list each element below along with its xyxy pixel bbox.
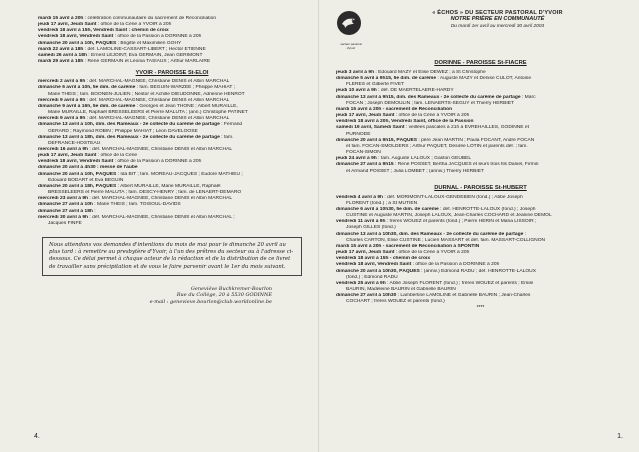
schedule-line: vendredi 4 avril à 9h : déf. MORIMONT-LALOUX-GENDEBIEN (fond.) ; Abbé Joseph [336, 194, 523, 200]
schedule-line: mardi 15 avril à 20h - sacrement de Réconciliation à SPONTIN [336, 243, 480, 249]
schedule-line: (fond.) ; Edmond RADU [346, 274, 398, 280]
schedule-line: dimanche 27 avril à 18h : [38, 208, 96, 214]
schedule-line: jeudi 17 avril, Jeudi Saint : office de la Cène à YVOIR à 20h [336, 250, 470, 256]
section-title-dorinne: DORINNE - PAROISSE St-FIACRE [434, 60, 527, 66]
section-title-durnal: DURNAL - PAROISSE St-HUBERT [434, 184, 527, 191]
schedule-line: dimanche 20 avril à 10h30, PÂQUES : (anniv.) Edmond RADU ; déf. HENROTTE-LALOUX [336, 268, 536, 274]
signature-address: Rue du Collège, 20 à 5530 GODINNE [176, 292, 272, 299]
dove-logo-icon [336, 10, 362, 36]
signature-name: Geneviève Buchkremer-Bourlon [190, 285, 272, 292]
schedule-line: dimanche 27 avril à 9h15 : René POSSET, Bertha JACQUES et leurs trois fils Daniel, Firmin [336, 162, 539, 168]
schedule-line: vendredi 18 avril, Vendredi Saint : office de la Passion à DORINNE à 20h [336, 262, 500, 268]
schedule-line: GERARD ; Raymond ROBIN ; Philippe MAHIAT ; Léon DAVELOOSE [48, 128, 198, 134]
intentions-note: Nous attendons vos demandes d'intentions du mois de mai pour le dimanche 20 avril au plus tard : à remettre au presbytère d'Yvoir, à l'un des prêtres du secteur ou à l'adresse ci-dessous. Ce délai permet à chaque acteur de la rédaction et de la distribution de ce livret de travailler sans précipitation et de vous le faire parvenir avant le 1er du mois suivant. [42, 237, 302, 276]
schedule-line: mercredi 30 avril à 9h : déf. MARCHAL-MAGNEE, Christiane DENIS et Albin MARCHAL ; [38, 214, 235, 220]
schedule-line: dimanche 6 avril à 10h30, 5e dim. de carême : déf. HENROTTE-LALOUX (fond.) ; Joseph [336, 206, 536, 212]
schedule-line: COCHART ; frères WOUEZ et parents (fond.) [346, 299, 445, 305]
schedule-line: dimanche 20 avril à 4h30 : messe de l'aube [38, 165, 138, 171]
schedule-line: mercredi 23 avril à 9h : déf. MARCHAL-MAGNEE, Christiane DENIS et Albin MARCHAL [38, 196, 233, 202]
logo-block [336, 10, 370, 50]
schedule-line: PURNODE [346, 131, 371, 137]
schedule-line: vendredi 18 avril, Vendredi Saint : office de la Passion à DORINNE à 20h [38, 159, 202, 165]
schedule-line: Joseph GILLES (fond.) [346, 225, 396, 231]
schedule-line: Charles CARTON, Elise CUSTINE ; Lucien MASSART et déf. fam. MASSART-COLLIGNON [346, 237, 546, 243]
schedule-line: dimanche 6 avril à 10h, 5e dim. de carême : fam. BEGUIN-WARZEE ; Philippe MAHIAT ; [38, 85, 235, 91]
dorinne-schedule [336, 70, 625, 175]
signature-email: e-mail : genevieve.bourlon@club.worldonline.be [149, 298, 272, 305]
left-page [0, 0, 318, 452]
schedule-line: samedi 26 avril à 18h : Ernest LEJOINT, Eva GERMAIN, Jean GERIMONT [38, 52, 203, 58]
schedule-line: jeudi 17 avril, Jeudi Saint : office de la Cène [38, 153, 138, 159]
schedule-line: FOCAN-SIMON [346, 150, 381, 156]
bulletin-title: « ÉCHOS » DU SECTEUR PASTORAL D'YVOIR [432, 10, 563, 16]
schedule-line: jeudi 17 avril, Jeudi Saint : office de la Cène à YVOIR à 20h [336, 113, 470, 119]
schedule-line: samedi 19 avril, Samedi Saint : veillées pascales à 21h à EVREHAILLES, GODINNE et [336, 125, 530, 131]
schedule-line: dimanche 13 avril à 10h30, dim. des Rameaux - 2e collecte du carême de partage : [336, 231, 527, 237]
intro-schedule [38, 16, 306, 65]
schedule-line: dimanche 9 avril à 16h, 5e dim. de carême : Georges et Jean THONE ; Albert MURAILLE, [38, 103, 238, 109]
schedule-line: jeudi 10 avril à 9h : déf. DE MAERTELAERE-HARDY [336, 88, 454, 94]
schedule-line: dimanche 20 avril à 10h, PÂQUES : Ida BIT ; fam. MOREAU-JACQUES ; Eudore MATHIEU ; [38, 171, 243, 177]
schedule-line: vendredi 18 avril à 15h, Vendredi Saint : chemin de croix [38, 28, 169, 34]
schedule-line: dimanche 27 avril à 10h : Marie THEIS ; fam. TOISOUL-DAVIDS [38, 202, 181, 208]
schedule-line: BAURIN, Madeleine BAURIN et Gabrielle BAURIN [346, 287, 456, 292]
right-page [320, 0, 639, 452]
schedule-line: mercredi 16 avril à 9h : déf. MARCHAL-MAGNEE, Christiane DENIS et Albin MARCHAL [38, 146, 233, 152]
schedule-line: dimanche 13 avril à 18h, dim. des Rameaux - 2e collecte du carême de partage : fam. [38, 134, 234, 140]
schedule-line: Edouard BODART et Eva BEGUIN [48, 177, 124, 183]
schedule-line: mercredi 9 avril à 9h : déf. MARCHAL-MAGNEE, Christiane DENIS et Albin MARCHAL [38, 97, 230, 103]
schedule-line: et fam. FOCAN-SMOLDERS ; Arthur PAQUET, Désirée LOTIN et parents déf. ; fam. [346, 143, 528, 149]
schedule-line: dimanche 20 avril à 18h, PÂQUES : Albert MURAILLE, Marie MURAILLE, Raphaël [38, 183, 221, 189]
signature-block [38, 286, 306, 305]
yvoir-schedule [38, 79, 306, 227]
page-number-left: 4. [34, 433, 40, 440]
section-end-stars: **** [476, 305, 485, 312]
schedule-line: jeudi 24 avril à 9h : fam. Auguste LALOUX ; Gaston GEUBEL [336, 156, 472, 162]
schedule-line: BRESSELEERS et Pierre MALUTA ; fam. DESCY-HENRY ; fam. de LENAERT-DEMARO [48, 190, 242, 196]
section-title-yvoir: YVOIR - PAROISSE St-ELOI [135, 70, 209, 77]
schedule-line: jeudi 3 avril à 9h : Edouard MAZY et Elise DEWEZ ; à St Christophe [336, 70, 486, 75]
schedule-line: CUSTINE et Auguste MARTIN, Joseph LALOUX, Jean-Charles COCHARD et Jeanine DEMOL [346, 213, 552, 219]
schedule-line: mercredi 2 avril à 9h : déf. MARCHAL-MAGNEE, Christiane DENIS et Albin MARCHAL [38, 79, 230, 85]
schedule-line: vendredi 18 avril, Vendredi Saint : office de la Passion à DORINNE à 20h [38, 34, 202, 40]
schedule-line: Jacques FINFE [48, 220, 82, 226]
bulletin-dates: Du mardi 1er avril au mercredi 30 avril 2003 [450, 24, 545, 29]
schedule-line: jeudi 17 avril, Jeudi Saint : office de la Cène à YVOIR à 20h [38, 22, 172, 28]
schedule-line: mardi 29 avril à 18h : René GERMAIN et Léonia TASIAUX ; Arthur MARLAIRE [38, 59, 211, 65]
schedule-line: Marie MURAILLE, Raphaël BRESSELEERS et Pierre MALUTA ; (ann.) Christophe PATINET [48, 110, 248, 116]
schedule-line: DEFRANCE-HOSTEAU [48, 140, 101, 146]
bulletin-header [336, 10, 625, 50]
schedule-line: mardi 15 avril à 20h : célébration communautaire du sacrement de Réconciliation [38, 16, 217, 21]
schedule-line: dimanche 20 avril à 9h15, PÂQUES : père Jean MARTIN ; Paula FOCANT, André FOCAN [336, 137, 535, 143]
schedule-line: mercredi 9 avril à 9h : déf. MARCHAL-MAGNEE, Christiane DENIS et Albin MARCHAL [38, 116, 230, 122]
schedule-line: mardi 22 avril à 18h : déf. LAMOLINE-CASSART-LIBERT ; Hector ETIENNE [38, 46, 206, 52]
schedule-line: dimanche 13 avril à 10h, dim. des Rameaux - 2e collecte du carême de partage : Fernand [38, 122, 243, 128]
schedule-line: vendredi 11 avril à 9h : frères WOUEZ et parents (fond.) ; Pierre HERIN et Maria LISSOIR ; [336, 219, 537, 225]
schedule-line: Marie THEIS ; fam. BOONEN-JULIEN ; Nestor et Achille DIEUDONNE, Adrienne HENROT [48, 91, 245, 97]
bulletin-subtitle: NOTRE PRIÈRE EN COMMUNAUTÉ [450, 16, 545, 22]
schedule-line: dimanche 27 avril à 10h30 : Lambertine LAMOLINE et Gabrielle BAURIN ; Jean-Charles [336, 293, 531, 299]
schedule-line: dimanche 13 avril à 9h15, dim. des Rameaux - 2e collecte du carême de partage : Marc [336, 94, 536, 100]
schedule-line: FLORENT (fond.) ; à St MUTIEN [346, 200, 418, 206]
schedule-line: mardi 15 avril à 20h - sacrement de Réconciliation [336, 106, 453, 112]
schedule-line: vendredi 25 avril à 9h : Abbé Joseph FLORENT (fond.) ; frères WOUEZ et parents ; Emile [336, 280, 534, 286]
schedule-line: dimanche 20 avril à 10h, PÂQUES : Brigitte et Maximilien GOHY [38, 40, 182, 46]
logo-caption: secteur pastoral d'yvoir [340, 42, 362, 50]
schedule-line: dimanche 5 avril à 9h15, 5e dim. de carême : Auguste MAZY et Denise CULOT, Antoine [336, 76, 532, 82]
schedule-line: et Armand POSSET ; Julia LOMBET ; (anniv.) Thierry HERBIET [346, 168, 484, 174]
schedule-line: vendredi 18 avril à 15h - chemin de croix [336, 256, 431, 262]
page-number-right: 1. [617, 433, 623, 440]
schedule-line: FOCAN ; Joseph DEMOULIN ; fam. LENAERTS-SEGUY et Thierry HERBIET [346, 100, 514, 106]
schedule-line: vendredi 18 avril à 20h, Vendredi Saint, office de la Passion [336, 119, 474, 125]
schedule-line: FLERES et Gilberte FIVET [346, 82, 405, 88]
header-text [370, 10, 625, 29]
durnal-schedule [336, 195, 625, 306]
